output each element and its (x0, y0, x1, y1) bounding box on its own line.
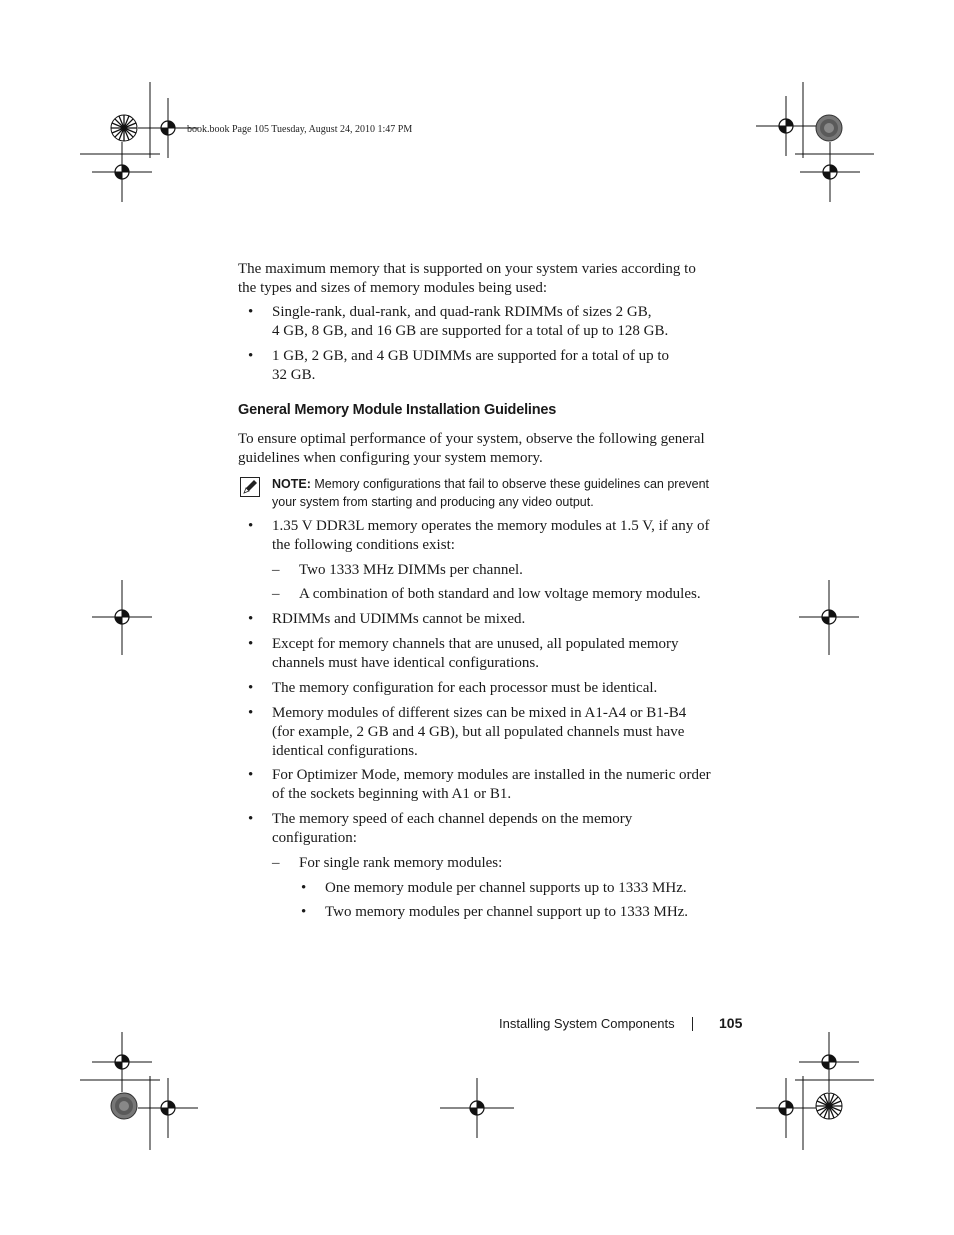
note-line: your system from starting and producing any video output. (272, 495, 594, 509)
note-label: NOTE: (272, 477, 311, 491)
paragraph-line: guidelines when configuring your system memory. (238, 450, 543, 466)
registration-mark-icon (799, 1032, 859, 1092)
bullet-mark: • (248, 811, 254, 827)
registration-mark-icon (92, 142, 152, 202)
list-item-line: Memory modules of different sizes can be mixed in A1-A4 or B1-B4 (272, 705, 687, 721)
list-item-line: identical configurations. (272, 743, 418, 759)
bullet-mark: • (248, 518, 254, 534)
list-item-line: of the sockets beginning with A1 or B1. (272, 786, 512, 802)
paragraph-line: To ensure optimal performance of your system, observe the following general (238, 431, 705, 447)
page-number: 105 (719, 1015, 743, 1031)
bullet-mark: • (248, 611, 254, 627)
intro-line: the types and sizes of memory modules being used: (238, 280, 548, 296)
footer-divider (692, 1017, 693, 1031)
list-item-line: (for example, 2 GB and 4 GB), but all populated channels must have (272, 724, 685, 740)
sub-list-item-text: Two 1333 MHz DIMMs per channel. (299, 562, 523, 578)
registration-mark-icon (756, 1078, 816, 1138)
section-heading: General Memory Module Installation Guidelines (238, 402, 557, 418)
list-item-line: 1 GB, 2 GB, and 4 GB UDIMMs are supported for a total of up to (272, 348, 670, 364)
note-pencil-icon (240, 477, 260, 497)
list-item-line: The memory speed of each channel depends on the memory (272, 811, 633, 827)
sub-sub-list-item-text: Two memory modules per channel support up to 1333 MHz. (325, 904, 689, 920)
bullet-mark: • (248, 705, 254, 721)
dash-mark: – (272, 586, 280, 602)
registration-mark-icon (756, 96, 816, 156)
registration-mark-icon (92, 1032, 152, 1092)
color-bar-icon (111, 1093, 137, 1119)
bullet-mark: • (248, 680, 254, 696)
dash-mark: – (272, 855, 280, 871)
bullet-mark: • (248, 636, 254, 652)
bullet-mark: • (248, 348, 254, 364)
footer-section-title: Installing System Components (499, 1016, 675, 1031)
bullet-mark: • (248, 767, 254, 783)
sub-list-item-text: A combination of both standard and low voltage memory modules. (299, 586, 701, 602)
color-bar-icon (816, 1093, 842, 1119)
bullet-mark: • (301, 880, 307, 896)
bullet-mark: • (248, 304, 254, 320)
sub-list-item-text: For single rank memory modules: (299, 855, 503, 871)
list-item-line: For Optimizer Mode, memory modules are installed in the numeric order (272, 767, 711, 783)
note-text (272, 475, 709, 511)
registration-mark-icon (138, 1078, 198, 1138)
list-item-line: 4 GB, 8 GB, and 16 GB are supported for a total of up to 128 GB. (272, 323, 669, 339)
list-item-line: channels must have identical configurations. (272, 655, 540, 671)
print-slug: book.book Page 105 Tuesday, August 24, 2010 1:47 PM (187, 124, 413, 135)
list-item-line: 32 GB. (272, 367, 316, 383)
list-item-line: RDIMMs and UDIMMs cannot be mixed. (272, 611, 526, 627)
dash-mark: – (272, 562, 280, 578)
list-item-line: 1.35 V DDR3L memory operates the memory modules at 1.5 V, if any of (272, 518, 710, 534)
color-bar-icon (816, 115, 842, 141)
list-item-line: Except for memory channels that are unused, all populated memory (272, 636, 679, 652)
list-item-line: the following conditions exist: (272, 537, 455, 553)
intro-line: The maximum memory that is supported on your system varies according to (238, 261, 696, 277)
bullet-mark: • (301, 904, 307, 920)
sub-sub-list-item-text: One memory module per channel supports up to 1333 MHz. (325, 880, 687, 896)
list-item-line: configuration: (272, 830, 357, 846)
registration-mark-icon (800, 142, 860, 202)
note-line: Memory configurations that fail to observe these guidelines can prevent (310, 477, 710, 491)
list-item-line: Single-rank, dual-rank, and quad-rank RDIMMs of sizes 2 GB, (272, 304, 652, 320)
color-bar-icon (111, 115, 137, 141)
list-item-line: The memory configuration for each processor must be identical. (272, 680, 658, 696)
